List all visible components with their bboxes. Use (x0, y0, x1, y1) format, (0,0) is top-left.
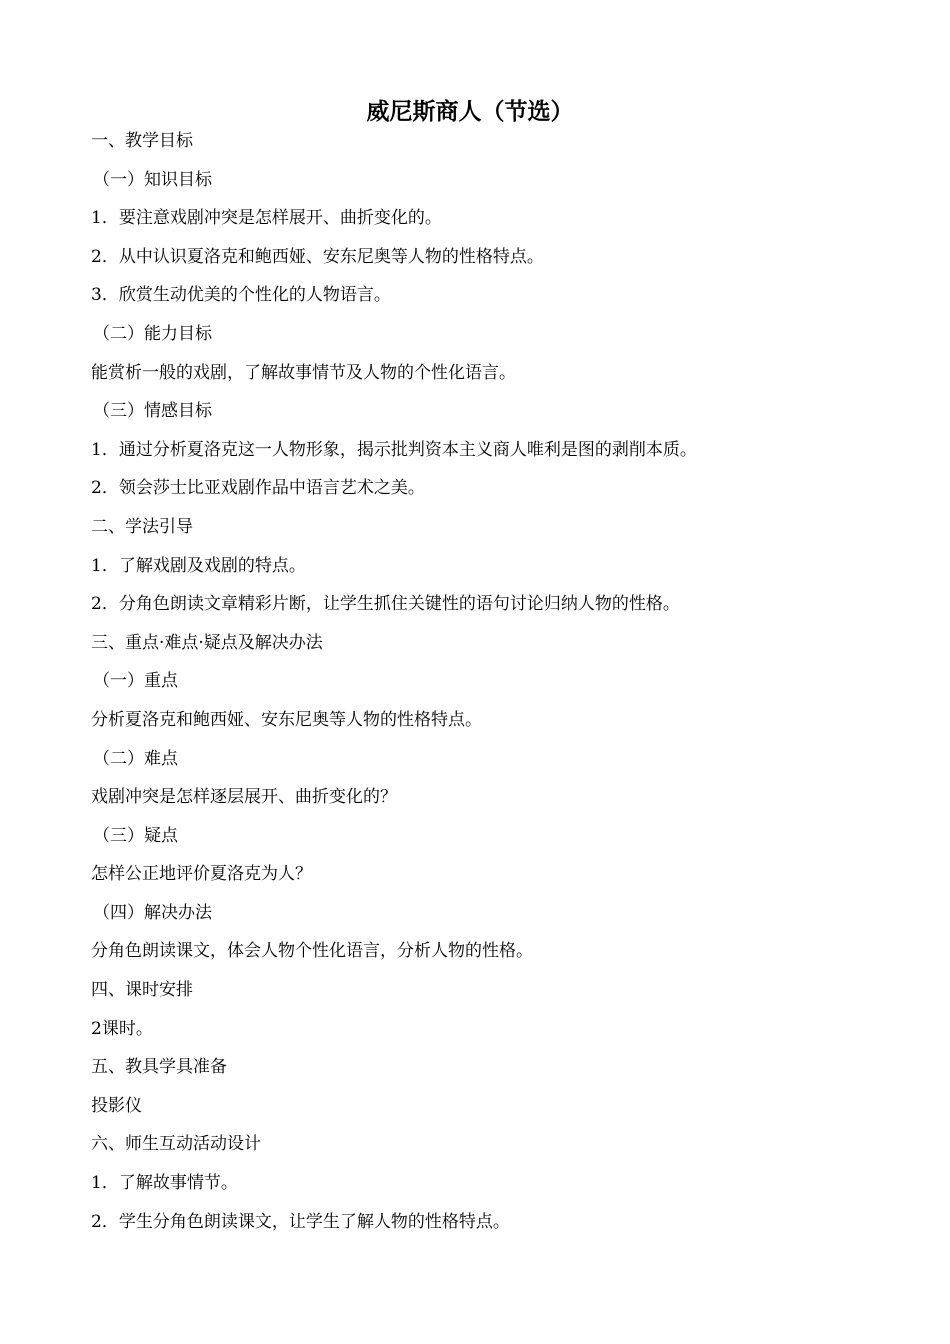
subsection-heading: （四）解决办法 (93, 902, 212, 923)
subsection-heading: （一）重点 (93, 671, 178, 692)
subsection-heading: （二）难点 (93, 748, 178, 769)
subsection-heading: （三）疑点 (93, 825, 178, 846)
section-heading: 三、重点·难点·疑点及解决办法 (91, 632, 323, 653)
paragraph: 2课时。 (91, 1018, 153, 1039)
subsection-heading: （二）能力目标 (93, 323, 212, 344)
section-heading: 一、教学目标 (91, 131, 193, 151)
subsection-heading: （一）知识目标 (93, 169, 212, 190)
numbered-item: 1．了解故事情节。 (91, 1173, 238, 1194)
numbered-item: 2．领会莎士比亚戏剧作品中语言艺术之美。 (91, 478, 425, 499)
paragraph: 分析夏洛克和鲍西娅、安东尼奥等人物的性格特点。 (91, 709, 482, 730)
paragraph: 能赏析一般的戏剧，了解故事情节及人物的个性化语言。 (91, 362, 516, 383)
section-heading: 二、学法引导 (91, 516, 193, 537)
document-body (91, 122, 911, 1241)
section-heading: 五、教具学具准备 (91, 1057, 227, 1078)
numbered-item: 3．欣赏生动优美的个性化的人物语言。 (91, 285, 391, 306)
numbered-item: 2．从中认识夏洛克和鲍西娅、安东尼奥等人物的性格特点。 (91, 246, 544, 267)
document-title: 威尼斯商人（节选） (366, 98, 574, 125)
section-heading: 四、课时安排 (91, 980, 193, 1001)
subsection-heading: （三）情感目标 (93, 401, 212, 422)
numbered-item: 1．要注意戏剧冲突是怎样展开、曲折变化的。 (91, 208, 442, 229)
numbered-item: 1．了解戏剧及戏剧的特点。 (91, 555, 306, 576)
numbered-item: 2．学生分角色朗读课文，让学生了解人物的性格特点。 (91, 1211, 510, 1232)
paragraph: 分角色朗读课文，体会人物个性化语言，分析人物的性格。 (91, 941, 533, 962)
numbered-item: 1．通过分析夏洛克这一人物形象，揭示批判资本主义商人唯利是图的剥削本质。 (91, 439, 697, 460)
paragraph: 投影仪 (91, 1095, 142, 1116)
paragraph: 怎样公正地评价夏洛克为人？ (91, 864, 312, 885)
section-heading: 六、师生互动活动设计 (91, 1134, 261, 1155)
numbered-item: 2．分角色朗读文章精彩片断，让学生抓住关键性的语句讨论归纳人物的性格。 (91, 594, 680, 615)
paragraph: 戏剧冲突是怎样逐层展开、曲折变化的？ (91, 787, 397, 808)
